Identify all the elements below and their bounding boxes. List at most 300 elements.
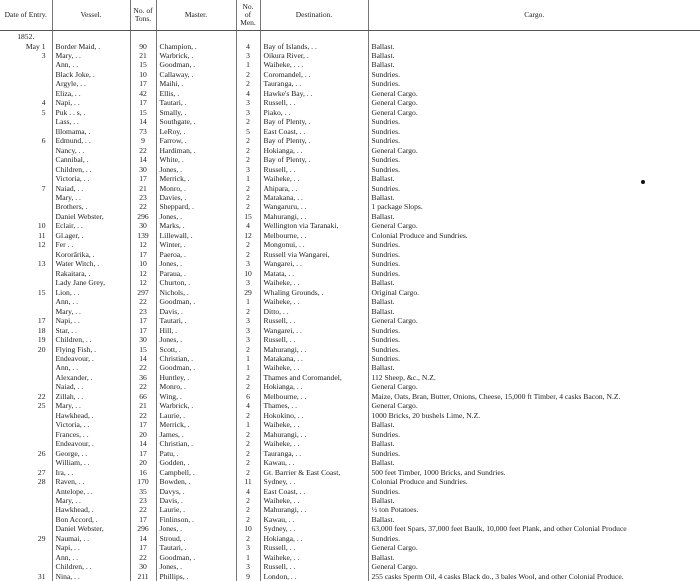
destination: Russell, . . [260,98,368,107]
master-name: Tautari, . [156,543,236,552]
table-row [0,382,700,391]
tonnage: 22 [130,297,156,306]
tonnage: 22 [130,202,156,211]
table-row [0,212,700,221]
destination: Bay of Plenty, . [260,136,368,145]
destination: Waiheke, . . [260,174,368,183]
master-name: Paeroa, . [156,250,236,259]
cargo-description: Ballast. [371,60,395,70]
table-row [0,354,700,363]
master-name: Finlinson, . [156,515,236,524]
master-name: Stroud, . [156,534,236,543]
destination: Waiheke, . . [260,363,368,372]
master-name: Davis, . [156,496,236,505]
vessel-name: Water Witch, . [52,259,130,268]
entry-date [0,193,52,202]
entry-date [0,411,52,420]
cargo-description: Ballast. [371,439,395,449]
table-row [0,108,700,117]
destination: Russell, . . [260,543,368,552]
entry-date [0,155,52,164]
vessel-name: Children, . . [52,562,130,571]
table-row [0,420,700,429]
table-row [0,165,700,174]
cargo-description: 255 casks Sperm Oil, 4 casks Black do., 3 bales Wool, and other Colonial Produce. [371,571,624,581]
crew-count: 4 [236,221,260,230]
vessel-name: Cannibal, . [52,155,130,164]
crew-count: 1 [236,297,260,306]
cargo-description: Sundries. [371,268,400,278]
destination: Bay of Plenty, . [260,155,368,164]
master-name: Wing, . [156,392,236,401]
destination: Kawau, . . [260,458,368,467]
entry-date [0,363,52,372]
table-row [0,79,700,88]
cargo-description: Ballast. [371,193,395,202]
destination: Hokianga, . . [260,146,368,155]
destination: Hokokino, . . [260,411,368,420]
crew-count: 4 [236,41,260,50]
entry-date [0,79,52,88]
vessel-name: Eliza, . . [52,89,130,98]
vessel-name: Mary, . . [52,193,130,202]
entry-date: 4 [0,98,52,107]
crew-count: 3 [236,259,260,268]
cargo-description: 112 Sheep, &c., N.Z. [371,372,436,382]
crew-count: 2 [236,468,260,477]
vessel-name: Illomama, . [52,127,130,136]
vessel-name: Zillah, . . [52,392,130,401]
crew-count: 2 [236,307,260,316]
master-name: Warbrick, . [156,401,236,410]
crew-count: 11 [236,477,260,486]
destination: Mahurangi, . . [260,505,368,514]
table-row [0,136,700,145]
vessel-name: Gl.ager, . [52,231,130,240]
entry-date [0,165,52,174]
vessel-name: Fer . . [52,240,130,249]
table-row [0,240,700,249]
master-name: Christian, . [156,439,236,448]
destination: East Coast, . . [260,127,368,136]
entry-date: 19 [0,335,52,344]
crew-count: 2 [236,458,260,467]
table-row [0,70,700,79]
entry-date [0,496,52,505]
crew-count: 4 [236,487,260,496]
crew-count: 3 [236,108,260,117]
cargo-description: Ballast. [371,306,395,316]
tonnage: 17 [130,449,156,458]
cargo-description: Sundries. [371,117,400,127]
vessel-name: Ann, . . [52,363,130,372]
master-name: Nichols, . [156,288,236,297]
master-name: LeRoy, . [156,127,236,136]
header-date: Date of Entry. [0,0,52,31]
master-name: Maihi, . [156,79,236,88]
table-row [0,562,700,571]
cargo-description: Sundries. [371,533,400,543]
table-row [0,439,700,448]
tonnage: 30 [130,335,156,344]
table-row [0,278,700,287]
entry-date: 26 [0,449,52,458]
crew-count: 2 [236,155,260,164]
master-name: Hardiman, . [156,146,236,155]
tonnage: 139 [130,231,156,240]
vessel-name: Lady Jane Grey, [52,278,130,287]
tonnage: 14 [130,117,156,126]
table-row [0,487,700,496]
vessel-name: Mary, . . [52,401,130,410]
crew-count: 1 [236,363,260,372]
master-name: Tautari, . [156,98,236,107]
vessel-name: Flying Fish, . [52,344,130,353]
cargo-description: Colonial Produce and Sundries. [371,477,468,487]
tonnage: 21 [130,401,156,410]
crew-count: 2 [236,117,260,126]
table-row [0,221,700,230]
tonnage: 17 [130,98,156,107]
crew-count: 6 [236,392,260,401]
cargo-description: Ballast. [371,297,395,307]
cargo-description: Sundries. [371,344,400,354]
table-row [0,401,700,410]
crew-count: 2 [236,534,260,543]
tonnage: 36 [130,373,156,382]
crew-count: 2 [236,439,260,448]
header-master: Master. [156,0,236,31]
year-label: 1852. [0,31,52,42]
vessel-name: Napi, . . [52,316,130,325]
cargo-description: Ballast. [371,278,395,288]
vessel-name: Mary, . . [52,307,130,316]
destination: Russell, . . [260,335,368,344]
crew-count: 3 [236,165,260,174]
tonnage: 14 [130,155,156,164]
entry-date: 10 [0,221,52,230]
crew-count: 1 [236,553,260,562]
vessel-name: Rakaitara, . [52,269,130,278]
master-name: Warbrick, . [156,51,236,60]
table-row [0,505,700,514]
tonnage: 16 [130,468,156,477]
cargo-description: Ballast. [371,41,395,51]
master-name: Marks, . [156,221,236,230]
crew-count: 2 [236,70,260,79]
destination: Hokianga, . . [260,382,368,391]
table-row [0,307,700,316]
cargo-description: Sundries. [371,486,400,496]
destination: Wangarei, . . [260,326,368,335]
destination: Waiheke, . . [260,278,368,287]
master-name: Merrick, . [156,174,236,183]
tonnage: 21 [130,184,156,193]
vessel-name: Argyle, . . [52,79,130,88]
vessel-name: Ann, . . [52,297,130,306]
vessel-name: Mary, . . [52,51,130,60]
table-row [0,363,700,372]
tonnage: 42 [130,89,156,98]
tonnage: 12 [130,278,156,287]
cargo-description: General Cargo. [371,382,418,392]
tonnage: 22 [130,382,156,391]
cargo-description: 500 feet Timber, 1000 Bricks, and Sundries. [371,467,506,477]
table-row [0,146,700,155]
master-name: Scott, . [156,344,236,353]
cargo-description: General Cargo. [371,221,418,231]
entry-date [0,382,52,391]
tonnage: 17 [130,79,156,88]
table-row [0,41,700,50]
master-name: Davis, . [156,307,236,316]
entry-date [0,562,52,571]
destination: Matakana, . . [260,193,368,202]
vessel-name: Endeavour, . [52,354,130,363]
tonnage: 30 [130,221,156,230]
vessel-name: Nina, . . [52,572,130,581]
destination: Waiheke, . . [260,553,368,562]
table-row [0,60,700,69]
tonnage: 23 [130,193,156,202]
tonnage: 9 [130,136,156,145]
entry-date: 5 [0,108,52,117]
destination: Wangaruru, . . [260,202,368,211]
table-row [0,326,700,335]
entry-date [0,458,52,467]
crew-count: 1 [236,420,260,429]
destination: Russell, . . [260,562,368,571]
vessel-name: Naumai, . . [52,534,130,543]
crew-count: 10 [236,269,260,278]
header-tons: No. of Tons. [130,0,156,31]
cargo-description: Sundries. [371,183,400,193]
destination: Wangarei, . . [260,259,368,268]
entry-date: 17 [0,316,52,325]
destination: Wellington via Taranaki, [260,221,368,230]
master-name: Merrick, . [156,420,236,429]
cargo-description: Original Cargo. [371,287,420,297]
cargo-description: Sundries. [371,448,400,458]
cargo-description: Sundries. [371,325,400,335]
table-row [0,449,700,458]
tonnage: 17 [130,174,156,183]
tonnage: 17 [130,543,156,552]
entry-date: 31 [0,572,52,581]
entry-date [0,430,52,439]
tonnage: 14 [130,439,156,448]
tonnage: 22 [130,553,156,562]
crew-count: 2 [236,146,260,155]
entry-date: May 1 [0,41,52,50]
tonnage: 15 [130,60,156,69]
table-row [0,297,700,306]
cargo-description: Sundries. [371,259,400,269]
crew-count: 3 [236,51,260,60]
destination: Mahurangi, . . [260,344,368,353]
cargo-description: Sundries. [371,335,400,345]
table-row [0,155,700,164]
tonnage: 22 [130,146,156,155]
cargo-description: Sundries. [371,164,400,174]
table-row [0,468,700,477]
cargo-description: Ballast. [371,496,395,505]
entry-date [0,250,52,259]
table-row [0,269,700,278]
crew-count: 29 [236,288,260,297]
entry-date: 27 [0,468,52,477]
crew-count: 10 [236,524,260,533]
vessel-name: Ann, . . [52,553,130,562]
tonnage: 296 [130,212,156,221]
master-name: Davies, . [156,193,236,202]
header-vessel: Vessel. [52,0,130,31]
vessel-name: William, . . [52,458,130,467]
crew-count: 2 [236,184,260,193]
destination: London, . . [260,572,368,581]
cargo-description: 63,000 feet Spars, 37,000 feet Baulk, 10,000 feet Plank, and other Colonial Produce [371,524,627,534]
master-name: Farrow, . [156,136,236,145]
entry-date [0,278,52,287]
cargo-description: Sundries. [371,240,400,250]
destination: Ahipara, . . [260,184,368,193]
master-name: Phillips, . [156,572,236,581]
vessel-name: Mary, . . [52,496,130,505]
master-name: Jones, . [156,562,236,571]
master-name: Monro, . [156,184,236,193]
tonnage: 17 [130,515,156,524]
destination: Bay of Plenty, . [260,117,368,126]
crew-count: 2 [236,496,260,505]
destination: Coromandel, . . [260,70,368,79]
master-name: James, . [156,430,236,439]
tonnage: 23 [130,307,156,316]
vessel-name: Alexander, . [52,373,130,382]
crew-count: 15 [236,212,260,221]
master-name: Smally, . [156,108,236,117]
crew-count: 2 [236,344,260,353]
table-row [0,534,700,543]
entry-date [0,524,52,533]
destination: Russell, . . [260,165,368,174]
crew-count: 12 [236,231,260,240]
master-name: Jones, . [156,212,236,221]
cargo-description: General Cargo. [371,145,418,155]
cargo-description: 1 package Slops. [371,202,423,212]
vessel-name: Ira, . . [52,468,130,477]
vessel-name: Ann, . . [52,60,130,69]
destination: Tauranga, . . [260,449,368,458]
destination: Matakana, . . [260,354,368,363]
vessel-name: George, . . [52,449,130,458]
destination: Mongonui, . . [260,240,368,249]
entry-date [0,117,52,126]
table-row [0,117,700,126]
master-name: White, . [156,155,236,164]
entry-date: 15 [0,288,52,297]
table-row [0,184,700,193]
table-row [0,250,700,259]
tonnage: 10 [130,70,156,79]
tonnage: 20 [130,430,156,439]
entry-date [0,553,52,562]
master-name: Goodman, . [156,60,236,69]
cargo-description: Maize, Oats, Bran, Butter, Onions, Cheese, 15,000 ft Timber, 4 casks Bacon, N.Z. [371,391,621,401]
destination: Hawke's Bay, . . [260,89,368,98]
cargo-description: Sundries. [371,155,400,165]
cargo-description: Ballast. [371,174,395,184]
destination: Waiheke, . . [260,420,368,429]
vessel-name: Napi, . . [52,98,130,107]
table-row [0,98,700,107]
destination: Melbourne, . . [260,231,368,240]
entry-date [0,487,52,496]
master-name: Lillewall, . [156,231,236,240]
crew-count: 3 [236,562,260,571]
crew-count: 2 [236,449,260,458]
crew-count: 3 [236,326,260,335]
tonnage: 170 [130,477,156,486]
vessel-name: Napi, . . [52,543,130,552]
cargo-description: General Cargo. [371,107,418,117]
entry-date [0,354,52,363]
crew-count: 2 [236,430,260,439]
entry-date [0,212,52,221]
cargo-description: Ballast. [371,50,395,60]
entry-date [0,505,52,514]
vessel-name: Puk . . s, . [52,108,130,117]
entry-date [0,515,52,524]
table-row [0,392,700,401]
vessel-name: Naiad, . . [52,184,130,193]
tonnage: 20 [130,458,156,467]
tonnage: 21 [130,51,156,60]
entry-date: 11 [0,231,52,240]
crew-count: 4 [236,89,260,98]
header-destination: Destination. [260,0,368,31]
table-row [0,288,700,297]
table-row [0,193,700,202]
destination: Whaling Grounds, . [260,288,368,297]
table-row [0,344,700,353]
destination: Russell, . . [260,316,368,325]
master-name: Churton, . [156,278,236,287]
table-row [0,543,700,552]
crew-count: 1 [236,60,260,69]
master-name: Jones, . [156,524,236,533]
header-men: No. of Men. [236,0,260,31]
destination: Thames and Coromandel, [260,373,368,382]
cargo-description: Sundries. [371,136,400,146]
entry-date [0,307,52,316]
destination: Piako, . . [260,108,368,117]
cargo-description: Ballast. [371,514,395,524]
crew-count: 3 [236,98,260,107]
master-name: Bowden, . [156,477,236,486]
table-row [0,335,700,344]
table-row [0,411,700,420]
tonnage: 22 [130,363,156,372]
cargo-description: Ballast. [371,552,395,562]
table-row [0,430,700,439]
crew-count: 1 [236,174,260,183]
table-row [0,477,700,486]
master-name: Goodman, . [156,553,236,562]
destination: Mahurangi, . . [260,430,368,439]
master-name: Paraua, . [156,269,236,278]
tonnage: 15 [130,108,156,117]
destination: Bay of Islands, . . [260,41,368,50]
